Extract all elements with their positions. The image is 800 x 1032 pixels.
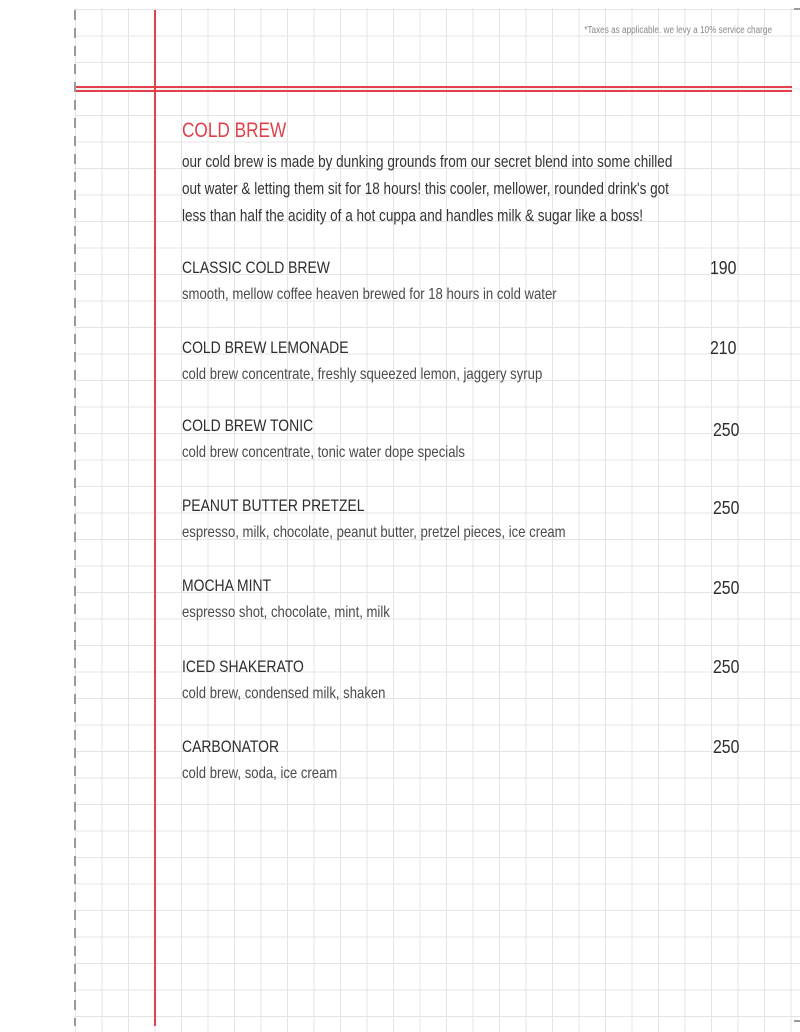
red-margin-vertical-line: [154, 10, 156, 1026]
item-price: 250: [713, 737, 740, 757]
item-description: cold brew concentrate, freshly squeezed lemon, jaggery syrup: [182, 366, 543, 383]
item-name: ICED SHAKERATO: [182, 657, 304, 676]
intro-line: out water & letting them sit for 18 hours! this cooler, mellower, rounded drink's got: [182, 180, 669, 198]
item-price: 250: [713, 498, 740, 518]
menu-item-cold-brew-tonic: [182, 414, 762, 470]
corner-mark-top: [794, 8, 800, 10]
item-price: 210: [710, 338, 737, 358]
item-price: 250: [713, 578, 740, 598]
item-description: espresso shot, chocolate, mint, milk: [182, 604, 390, 621]
item-description: cold brew concentrate, tonic water dope specials: [182, 444, 465, 461]
menu-item-carbonator: [182, 735, 762, 791]
intro-line: our cold brew is made by dunking grounds from our secret blend into some chilled: [182, 153, 673, 171]
item-name: CLASSIC COLD BREW: [182, 258, 330, 277]
item-price: 190: [710, 258, 737, 278]
section-title-text: COLD BREW: [182, 119, 287, 142]
menu-item-peanut-butter-pretzel: [182, 494, 762, 550]
item-description: cold brew, condensed milk, shaken: [182, 685, 386, 702]
corner-mark-bottom: [794, 1020, 800, 1022]
section-title: [182, 118, 309, 144]
item-price: 250: [713, 420, 740, 440]
item-name: PEANUT BUTTER PRETZEL: [182, 496, 365, 515]
menu-item-iced-shakerato: [182, 655, 762, 711]
intro-line: less than half the acidity of a hot cuppa and handles milk & sugar like a boss!: [182, 207, 644, 225]
left-margin: [0, 0, 74, 1032]
item-name: MOCHA MINT: [182, 576, 272, 595]
red-margin-horizontal-line: [76, 86, 792, 88]
item-name: CARBONATOR: [182, 737, 280, 756]
item-name: COLD BREW LEMONADE: [182, 338, 349, 357]
section-intro: [182, 149, 780, 230]
binding-dashed-line: [74, 10, 76, 1026]
menu-item-mocha-mint: [182, 574, 762, 630]
item-description: cold brew, soda, ice cream: [182, 765, 338, 782]
menu-item-classic-cold-brew: [182, 256, 762, 312]
menu-item-cold-brew-lemonade: [182, 336, 762, 392]
item-description: espresso, milk, chocolate, peanut butter, pretzel pieces, ice cream: [182, 524, 566, 541]
item-price: 250: [713, 657, 740, 677]
item-name: COLD BREW TONIC: [182, 416, 314, 435]
item-description: smooth, mellow coffee heaven brewed for 18 hours in cold water: [182, 286, 557, 303]
red-margin-horizontal-line-2: [76, 90, 792, 92]
top-margin: [0, 0, 800, 8]
tax-note: *Taxes as applicable. we levy a 10% service charge: [584, 25, 772, 36]
